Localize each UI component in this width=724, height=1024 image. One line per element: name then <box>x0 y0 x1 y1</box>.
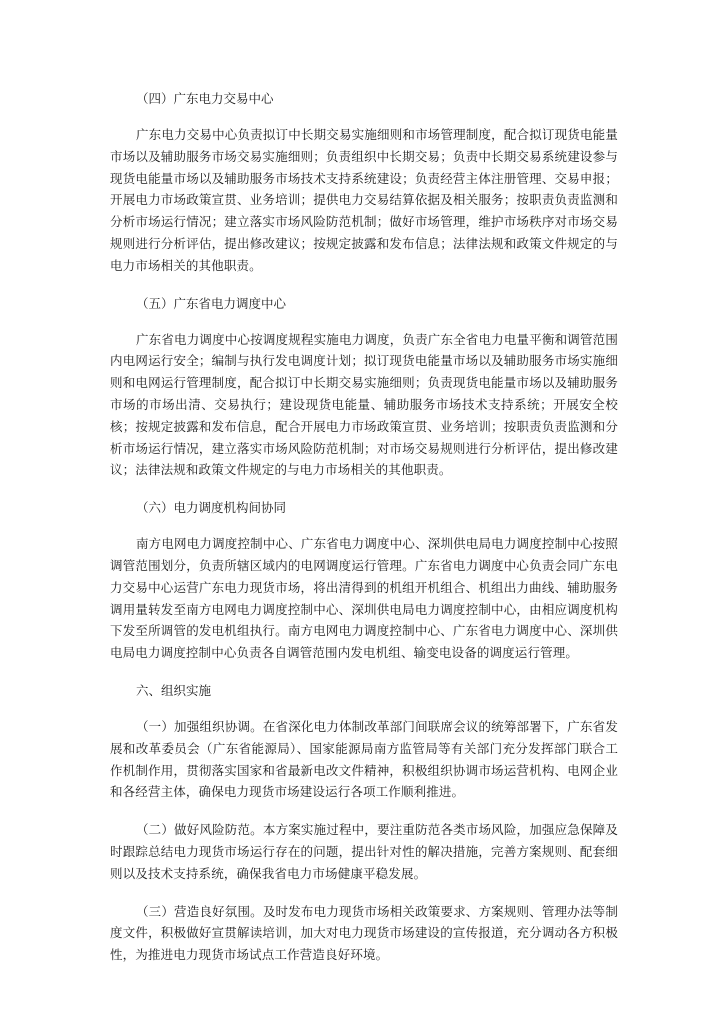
paragraph-coordination: （一）加强组织协调。在省深化电力体制改革部门间联席会议的统筹部署下，广东省发展和改革委员会（广东省能源局）、国家能源局南方监管局等有关部门充分发挥部门联合工作机制作用，贯彻落实国家和省最新电改文件精神，积极组织协调市场运营机构、电网企业和各经营主体，确保电力现货市场建设运行各项工作顺利推进。 <box>110 718 618 800</box>
section-heading-4: （四）广东电力交易中心 <box>136 91 274 106</box>
document-page <box>110 88 618 982</box>
section-heading-5: （五）广东省电力调度中心 <box>136 295 287 311</box>
section-heading-6: （六）电力调度机构间协同 <box>136 500 287 516</box>
section-paragraph-6: 南方电网电力调度控制中心、广东省电力调度中心、深圳供电局电力调度控制中心按照调管范围划分，负责所辖区域内的电网调度运行管理。广东省电力调度中心负责会同广东电力交易中心运营广东电力现货市场，将出清得到的机组开机组合、机组出力曲线、辅助服务调用量转发至南方电网电力调度控制中心、深圳供电局电力调度控制中心，由相应调度机构下发至所调管的发电机组执行。南方电网电力调度控制中心、广东省电力调度中心、深圳供电局电力调度控制中心负责各自调管范围内发电机组、输变电设备的调度运行管理。 <box>110 536 618 661</box>
section-paragraph-5: 广东省电力调度中心按调度规程实施电力调度，负责广东全省电力电量平衡和调管范围内电网运行安全；编制与执行发电调度计划；拟订现货电能量市场以及辅助服务市场实施细则和电网运行管理制度，配合拟订中长期交易实施细则；负责现货电能量市场以及辅助服务市场的市场出清、交易执行；建设现货电能量、辅助服务市场技术支持系统；开展安全校核；按规定披露和发布信息，配合开展电力市场政策宣贯、业务培训；按职责负责监测和分析市场运行情况，建立落实市场风险防范机制；对市场交易规则进行分析评估，提出修改建议；法律法规和政策文件规定的与电力市场相关的其他职责。 <box>110 331 618 478</box>
chapter-heading-organization: 六、组织实施 <box>136 682 212 698</box>
section-paragraph-4: 广东电力交易中心负责拟订中长期交易实施细则和市场管理制度，配合拟订现货电能量市场以及辅助服务市场交易实施细则；负责组织中长期交易；负责中长期交易系统建设参与现货电能量市场以及辅助服务市场技术支持系统建设；负责经营主体注册管理、交易申报；开展电力市场政策宣贯、业务培训；提供电力交易结算依据及相关服务；按职责负责监测和分析市场运行情况；建立落实市场风险防范机制；做好市场管理，维护市场秩序对市场交易规则进行分析评估，提出修改建议；按规定披露和发布信息；法律法规和政策文件规定的与电力市场相关的其他职责。 <box>110 127 618 273</box>
paragraph-risk-prevention: （二）做好风险防范。本方案实施过程中，要注重防范各类市场风险，加强应急保障及时跟踪总结电力现货市场运行存在的问题，提出针对性的解决措施，完善方案规则、配套细则以及技术支持系统，确保我省电力市场健康平稳发展。 <box>110 822 618 881</box>
paragraph-atmosphere: （三）营造良好氛围。及时发布电力现货市场相关政策要求、方案规则、管理办法等制度文件，积极做好宣贯解读培训，加大对电力现货市场建设的宣传报道，充分调动各方积极性，为推进电力现货市场试点工作营造良好环境。 <box>110 903 618 963</box>
